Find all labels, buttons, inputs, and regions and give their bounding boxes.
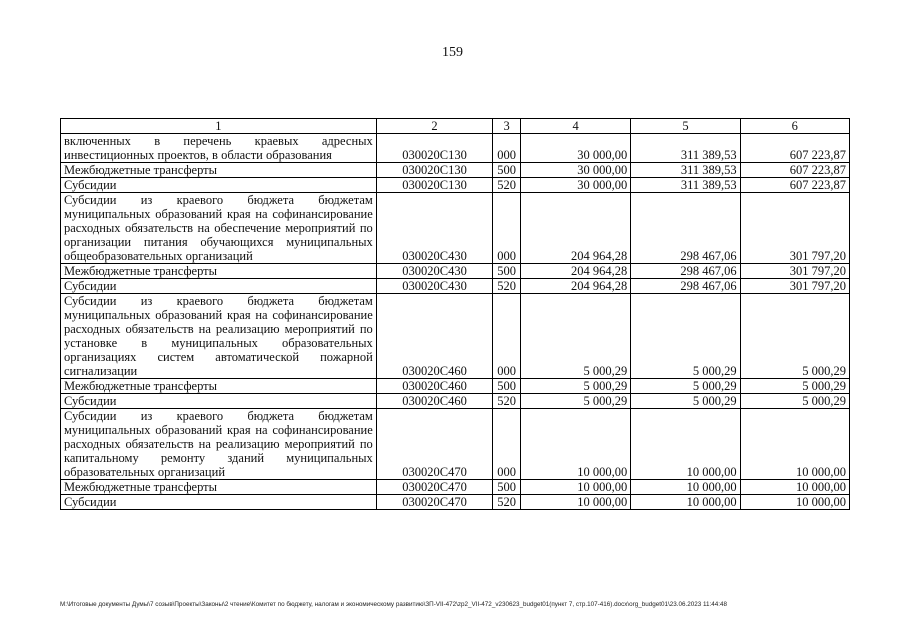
table-row: [61, 178, 850, 193]
amount-col-4: 204 964,28: [520, 193, 630, 264]
target-article-code: 030020С460: [376, 379, 493, 394]
table-row: [61, 264, 850, 279]
amount-col-5: 5 000,29: [631, 379, 740, 394]
amount-col-4: 10 000,00: [520, 495, 630, 510]
amount-col-4: 5 000,29: [520, 379, 630, 394]
amount-col-4: 204 964,28: [520, 264, 630, 279]
amount-col-5: 311 389,53: [631, 134, 740, 163]
amount-col-6: 301 797,20: [740, 279, 849, 294]
amount-col-5: 311 389,53: [631, 163, 740, 178]
row-description: Субсидии из краевого бюджета бюджетам муниципальных образований края на софинансирование расходных обязательств на обеспечение мероприятий по организации питания обучающихся муниципальных общеобразовательных организаций: [61, 193, 377, 264]
target-article-code: 030020С470: [376, 495, 493, 510]
column-header: 6: [740, 119, 849, 134]
amount-col-6: 5 000,29: [740, 294, 849, 379]
expense-type-code: 000: [493, 134, 521, 163]
amount-col-4: 10 000,00: [520, 409, 630, 480]
page-number: 159: [442, 45, 463, 60]
row-description: Межбюджетные трансферты: [61, 480, 377, 495]
amount-col-4: 5 000,29: [520, 394, 630, 409]
row-description: Межбюджетные трансферты: [61, 379, 377, 394]
table-row: [61, 495, 850, 510]
amount-col-5: 10 000,00: [631, 480, 740, 495]
target-article-code: 030020С460: [376, 394, 493, 409]
amount-col-5: 298 467,06: [631, 193, 740, 264]
expense-type-code: 500: [493, 163, 521, 178]
amount-col-4: 30 000,00: [520, 178, 630, 193]
column-header: 2: [376, 119, 493, 134]
row-description: Субсидии: [61, 178, 377, 193]
table-header-row: [61, 119, 850, 134]
target-article-code: 030020С130: [376, 134, 493, 163]
table-row: [61, 480, 850, 495]
expense-type-code: 500: [493, 264, 521, 279]
amount-col-5: 10 000,00: [631, 495, 740, 510]
row-description: включенных в перечень краевых адресных инвестиционных проектов, в области образования: [61, 134, 377, 163]
target-article-code: 030020С470: [376, 480, 493, 495]
amount-col-5: 5 000,29: [631, 394, 740, 409]
amount-col-6: 301 797,20: [740, 193, 849, 264]
expense-type-code: 520: [493, 178, 521, 193]
target-article-code: 030020С430: [376, 193, 493, 264]
table-row: [61, 294, 850, 379]
table-row: [61, 193, 850, 264]
target-article-code: 030020С430: [376, 264, 493, 279]
amount-col-5: 10 000,00: [631, 409, 740, 480]
expense-type-code: 520: [493, 495, 521, 510]
row-description: Межбюджетные трансферты: [61, 163, 377, 178]
expense-type-code: 520: [493, 394, 521, 409]
row-description: Субсидии: [61, 279, 377, 294]
amount-col-5: 311 389,53: [631, 178, 740, 193]
table-row: [61, 279, 850, 294]
amount-col-6: 10 000,00: [740, 495, 849, 510]
amount-col-4: 30 000,00: [520, 134, 630, 163]
table-row: [61, 409, 850, 480]
target-article-code: 030020С130: [376, 163, 493, 178]
amount-col-4: 5 000,29: [520, 294, 630, 379]
amount-col-6: 10 000,00: [740, 409, 849, 480]
expense-type-code: 520: [493, 279, 521, 294]
amount-col-6: 607 223,87: [740, 163, 849, 178]
expense-type-code: 500: [493, 379, 521, 394]
row-description: Субсидии из краевого бюджета бюджетам муниципальных образований края на софинансирование расходных обязательств на реализацию мероприятий по установке в муниципальных образовательных организациях систем автоматической пожарной сигнализации: [61, 294, 377, 379]
column-header: 3: [493, 119, 521, 134]
document-file-path-footer: M:\Итоговые документы Думы\7 созыв\Проекты\Законы\2 чтение\Комитет по бюджету, налогам и экономическому развитию\ЗП-VII-472\zp2_VII-472_v230623_budget01(пункт 7, стр.107-416).docx\org_budget01\23.06.2023 11:44:48: [60, 601, 728, 608]
column-header: 1: [61, 119, 377, 134]
table-row: [61, 394, 850, 409]
amount-col-6: 5 000,29: [740, 394, 849, 409]
expense-type-code: 000: [493, 409, 521, 480]
target-article-code: 030020С470: [376, 409, 493, 480]
column-header: 5: [631, 119, 740, 134]
table-row: [61, 163, 850, 178]
amount-col-4: 10 000,00: [520, 480, 630, 495]
amount-col-6: 10 000,00: [740, 480, 849, 495]
budget-table: [60, 118, 850, 510]
expense-type-code: 000: [493, 193, 521, 264]
row-description: Субсидии: [61, 394, 377, 409]
table-row: [61, 379, 850, 394]
row-description: Субсидии: [61, 495, 377, 510]
row-description: Субсидии из краевого бюджета бюджетам муниципальных образований края на софинансирование расходных обязательств на реализацию мероприятий по капитальному ремонту зданий муниципальных образовательных организаций: [61, 409, 377, 480]
amount-col-6: 5 000,29: [740, 379, 849, 394]
table-row: [61, 134, 850, 163]
target-article-code: 030020С130: [376, 178, 493, 193]
amount-col-4: 30 000,00: [520, 163, 630, 178]
amount-col-4: 204 964,28: [520, 279, 630, 294]
amount-col-5: 298 467,06: [631, 264, 740, 279]
amount-col-5: 298 467,06: [631, 279, 740, 294]
expense-type-code: 000: [493, 294, 521, 379]
target-article-code: 030020С430: [376, 279, 493, 294]
amount-col-6: 607 223,87: [740, 134, 849, 163]
expense-type-code: 500: [493, 480, 521, 495]
row-description: Межбюджетные трансферты: [61, 264, 377, 279]
target-article-code: 030020С460: [376, 294, 493, 379]
column-header: 4: [520, 119, 630, 134]
amount-col-6: 301 797,20: [740, 264, 849, 279]
amount-col-5: 5 000,29: [631, 294, 740, 379]
amount-col-6: 607 223,87: [740, 178, 849, 193]
